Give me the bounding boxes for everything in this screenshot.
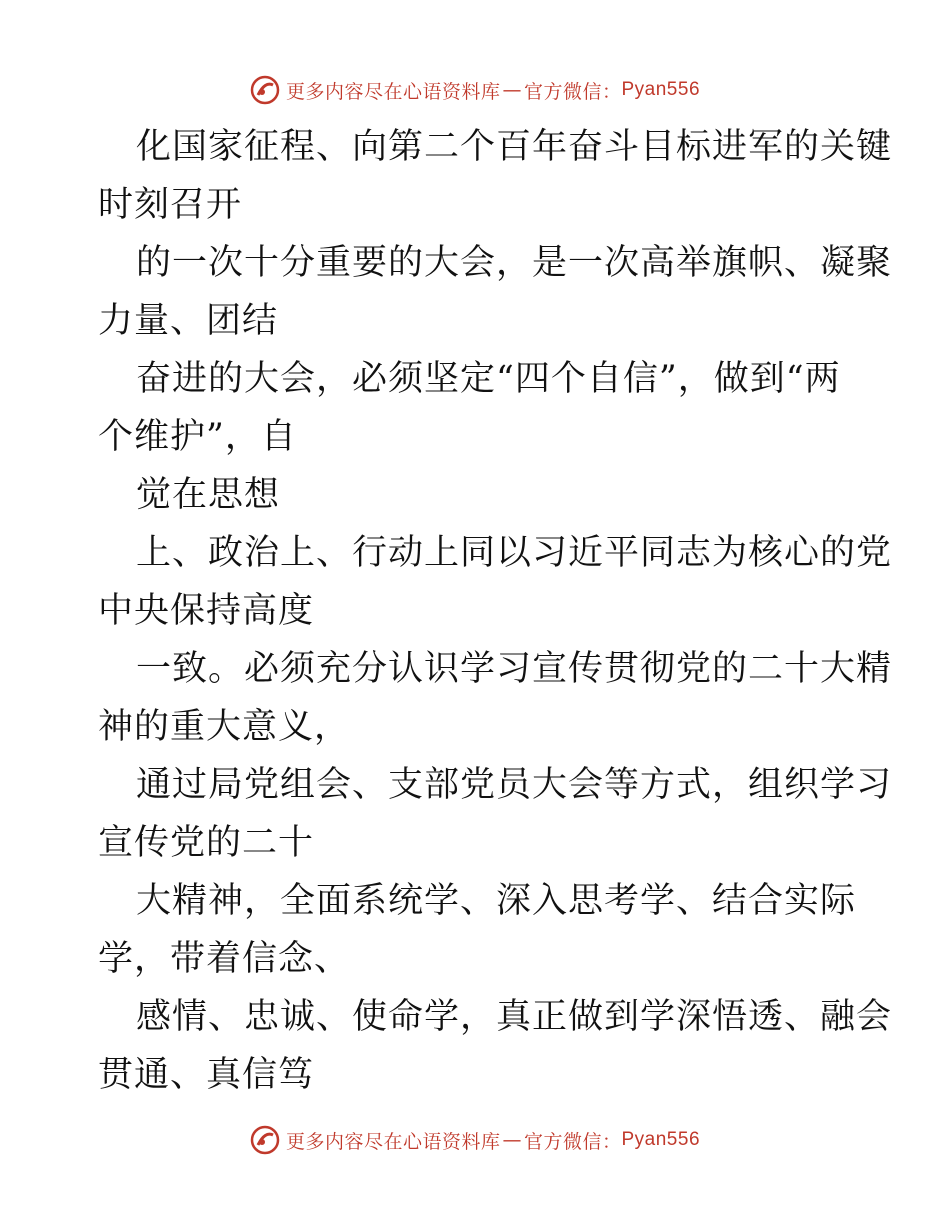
text-line-14: 大精神，全面系统学、深入思考学、结合实际 bbox=[136, 881, 857, 921]
text-line-15: 学，带着信念、 bbox=[98, 939, 351, 979]
text-line-1: 化国家征程、向第二个百年奋斗目标进军的关键 bbox=[136, 127, 893, 167]
text-line-10: 一致。必须充分认识学习宣传贯彻党的二十大精 bbox=[136, 649, 893, 689]
text-line-12: 通过局党组会、支部党员大会等方式，组织学习 bbox=[136, 765, 893, 805]
watermark-brand: 更多内容尽在心语资料库 bbox=[285, 80, 501, 103]
text-line-2: 时刻召开 bbox=[98, 185, 243, 225]
text-line-8: 上、政治上、行动上同以习近平同志为核心的党 bbox=[136, 533, 893, 573]
text-line-7: 觉在思想 bbox=[136, 475, 281, 515]
watermark-label: 官方微信： bbox=[523, 1130, 622, 1153]
text-line-9: 中央保持高度 bbox=[98, 591, 315, 631]
footer-watermark bbox=[0, 1120, 950, 1160]
brand-logo-icon bbox=[250, 75, 280, 105]
text-line-13: 宣传党的二十 bbox=[98, 823, 315, 863]
watermark-dash: — bbox=[502, 79, 522, 101]
text-line-4: 力量、团结 bbox=[98, 301, 279, 341]
text-line-16: 感情、忠诚、使命学，真正做到学深悟透、融会 bbox=[136, 997, 893, 1037]
text-line-11: 神的重大意义， bbox=[98, 707, 351, 747]
watermark-brand: 更多内容尽在心语资料库 bbox=[285, 1130, 501, 1153]
watermark-handle: Pyan556 bbox=[621, 79, 701, 100]
watermark-label: 官方微信： bbox=[523, 80, 622, 103]
text-line-3: 的一次十分重要的大会，是一次高举旗帜、凝聚 bbox=[136, 243, 893, 283]
watermark-handle: Pyan556 bbox=[621, 1129, 701, 1150]
document-body bbox=[98, 118, 893, 1104]
text-line-5: 奋进的大会，必须坚定“四个自信”，做到“两 bbox=[136, 359, 841, 399]
text-line-6: 个维护”，自 bbox=[98, 417, 297, 457]
brand-logo-icon bbox=[250, 1125, 280, 1155]
header-watermark bbox=[0, 70, 950, 110]
watermark-dash: — bbox=[502, 1129, 522, 1151]
text-line-17: 贯通、真信笃 bbox=[98, 1055, 315, 1095]
